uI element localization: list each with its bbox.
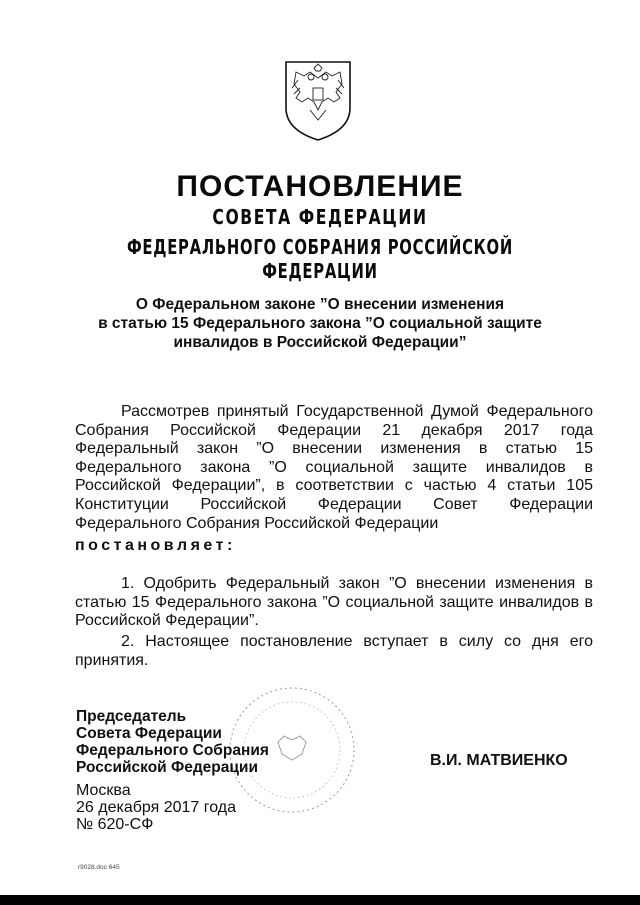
signatory-position — [76, 708, 269, 776]
subject-line: в статью 15 Федерального закона ”О социальной защите — [98, 315, 542, 332]
scan-edge-band — [0, 895, 640, 905]
position-line: Российской Федерации — [76, 759, 258, 776]
document-number: № 620-СФ — [76, 816, 154, 833]
issuer-line-2: ФЕДЕРАЛЬНОГО СОБРАНИЯ РОССИЙСКОЙ ФЕДЕРАЦИИ — [127, 235, 513, 283]
signatory-name: В.И. МАТВИЕНКО — [430, 752, 568, 769]
issuer-line-1: СОВЕТА ФЕДЕРАЦИИ — [212, 205, 428, 229]
position-line: Федерального Собрания — [76, 742, 269, 759]
resolution-subject — [90, 295, 550, 352]
position-line: Совета Федерации — [76, 725, 222, 742]
subject-line: инвалидов в Российской Федерации” — [173, 334, 467, 351]
preamble-paragraph: Рассмотрев принятый Государственной Думой Федерального Собрания Российской Федерации 21 декабря 2017 года Федеральный закон ”О внесении изменения в статью 15 Федерального закона ”О социальной защите инвалидов в Российской Федерации”, в соответствии с частью 4 статьи 105 Конституции Российской Федерации Совет Федерации Федерального Собрания Российской Федерации — [75, 403, 593, 532]
document-title: ПОСТАНОВЛЕНИЕ — [176, 170, 464, 203]
resolution-item-1: 1. Одобрить Федеральный закон ”О внесении изменения в статью 15 Федерального закона ”О социальной защите инвалидов в Российской Федерации”. — [75, 575, 593, 630]
resolves-word: постановляет: — [75, 537, 236, 554]
resolution-item-2: 2. Настоящее постановление вступает в силу со дня его принятия. — [75, 633, 593, 669]
subject-line: О Федеральном законе ”О внесении изменения — [135, 296, 505, 313]
city: Москва — [76, 782, 131, 799]
position-line: Председатель — [76, 708, 187, 725]
place-date-number — [76, 782, 236, 833]
footer-file-code: r9028.doc 645 — [78, 864, 120, 871]
coat-of-arms-emblem — [280, 58, 356, 142]
date: 26 декабря 2017 года — [76, 799, 237, 816]
